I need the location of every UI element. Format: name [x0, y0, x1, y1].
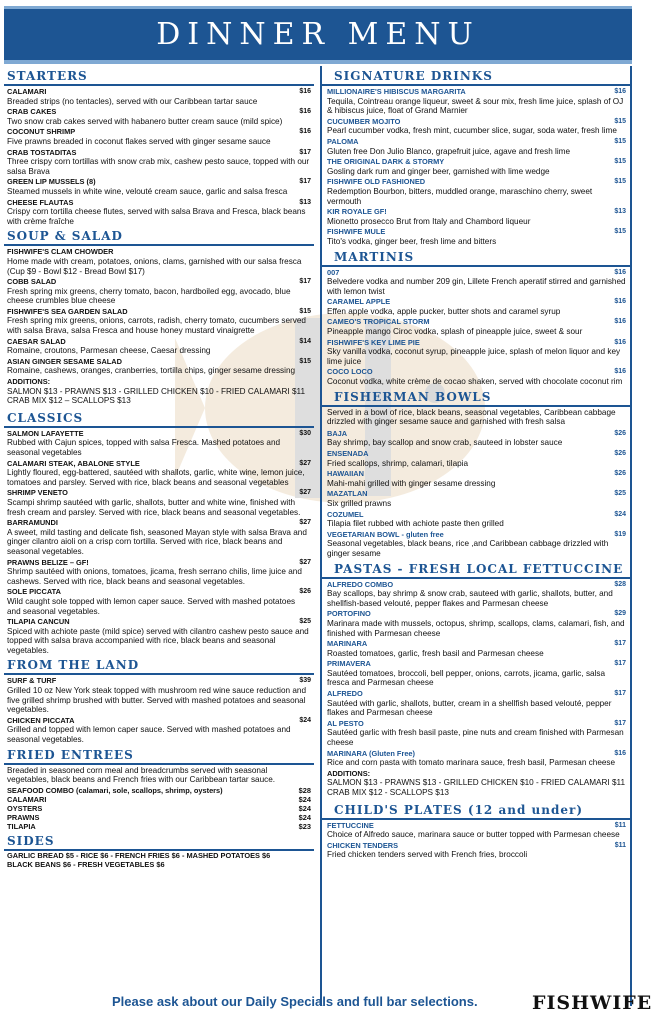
item-name — [7, 127, 311, 137]
item-price: $27 — [299, 489, 311, 497]
item-title: CAMEO'S TROPICAL STORM — [327, 317, 430, 327]
item-description: Six grilled prawns — [327, 498, 392, 508]
section-heading: CLASSICS — [4, 409, 314, 428]
item-title: CALAMARI STEAK, ABALONE STYLE — [7, 458, 140, 468]
item-price: $26 — [614, 470, 626, 478]
menu-item — [322, 86, 630, 116]
section-heading: STARTERS — [4, 67, 314, 86]
item-price: $16 — [614, 338, 626, 346]
additions-block — [322, 768, 630, 800]
menu-item — [322, 509, 630, 529]
section-heading: SOUP & SALAD — [4, 227, 314, 246]
menu-item — [4, 106, 314, 126]
item-price: $16 — [614, 88, 626, 95]
item-description: Scampi shrimp sautéed with garlic, shallots, butter and white wine, finished with fresh cream and parsley. Served with rice, black beans and seasonal vegetables. — [7, 497, 301, 517]
item-description: Pearl cucumber vodka, fresh mint, cucumber slice, sugar, soda water, fresh lime — [327, 126, 617, 136]
sides-section — [4, 832, 314, 869]
menu-item — [322, 428, 630, 448]
item-price: $16 — [614, 298, 626, 306]
item-description: Fresh spring mix greens, cherry tomato, bacon, hardboiled egg, avocado, blue cheese crumbles blue cheese — [7, 286, 291, 306]
item-description: Grilled 10 oz New York steak topped with mushroom red wine sauce reduction and five grilled shrimp brushed with butter. Served with mashed potatoes and seasonal vegetables. — [7, 686, 307, 715]
fried-intro: Breaded in seasoned corn meal and breadcrumbs served with seasonal vegetables, black beans and French fries with our Caribbean tartar sauce. — [7, 765, 276, 785]
item-name — [7, 716, 311, 726]
classics-section — [4, 409, 314, 656]
fishwife-logo: FISHWIFE — [532, 992, 652, 1014]
item-description: Wild caught sole topped with lemon caper sauce. Served with mashed potatoes and seasonal vegetables. — [7, 596, 296, 616]
price-row — [4, 795, 314, 804]
item-title: SHRIMP VENETO — [7, 488, 68, 498]
item-price: $11 — [614, 821, 626, 829]
item-price: $17 — [614, 719, 626, 727]
item-description: Roasted tomatoes, garlic, fresh basil and Parmesan cheese — [327, 648, 544, 658]
footer-note: Please ask about our Daily Specials and full bar selections. — [112, 994, 478, 1009]
left-column — [4, 66, 314, 869]
item-title: THE ORIGINAL DARK & STORMY — [327, 157, 445, 167]
menu-item — [322, 136, 630, 156]
price-row — [4, 813, 314, 822]
item-name — [327, 317, 626, 327]
item-price: $16 — [614, 749, 626, 757]
row-name: TILAPIA — [7, 821, 36, 831]
menu-list — [322, 86, 630, 247]
item-name — [7, 429, 311, 439]
section-heading: SIDES — [4, 832, 314, 851]
price-rows — [4, 786, 314, 831]
item-price: $15 — [614, 137, 626, 145]
item-title: CHICKEN PICCATA — [7, 715, 75, 725]
item-price: $16 — [299, 88, 311, 95]
item-name — [7, 177, 311, 187]
item-title: BARRAMUNDI — [7, 518, 58, 528]
from-the-land-section — [4, 656, 314, 744]
item-price: $26 — [299, 588, 311, 596]
item-name — [327, 489, 626, 499]
item-price: $27 — [299, 519, 311, 527]
item-description: Bay shrimp, bay scallop and snow crab, sauteed in lobster sauce — [327, 438, 563, 448]
item-description: Sautéed tomatoes, broccoli, bell pepper, onions, carrots, jicama, garlic, salsa fresca and Parmesan cheese — [327, 668, 606, 688]
item-name — [327, 580, 626, 590]
item-price: $17 — [614, 660, 626, 668]
item-title: COZUMEL — [327, 509, 364, 519]
section-heading: CHILD'S PLATES (12 and under) — [322, 801, 630, 820]
item-name — [7, 107, 311, 117]
item-title: PRAWNS BELIZE – GF! — [7, 557, 89, 567]
menu-item — [4, 86, 314, 106]
item-title: ALFREDO — [327, 689, 363, 699]
price-row — [4, 822, 314, 831]
item-title: ENSENADA — [327, 449, 369, 458]
menu-item — [322, 226, 630, 246]
item-name — [327, 449, 626, 459]
menu-item — [4, 586, 314, 616]
item-name — [327, 177, 626, 187]
item-title: ALFREDO COMBO — [327, 579, 394, 589]
item-title: ASIAN GINGER SESAME SALAD — [7, 356, 122, 366]
item-title: FISHWIFE MULE — [327, 227, 386, 237]
menu-item — [322, 316, 630, 336]
section-heading: PASTAS - FRESH LOCAL FETTUCCINE — [322, 560, 630, 579]
item-description: Sautéed garlic with fresh basil paste, pine nuts and cream finished with Parmesan cheese — [327, 728, 624, 748]
menu-item — [322, 748, 630, 768]
item-description: Fresh spring mix greens, onions, carrots, radish, cherry tomato, cucumbers served with salsa Brava, salsa Fresca and house honey mustard vinaigrette — [7, 316, 306, 336]
menu-item — [4, 276, 314, 306]
menu-item — [4, 675, 314, 714]
item-title: SOLE PICCATA — [7, 587, 61, 597]
menu-item — [322, 366, 630, 386]
item-name — [327, 749, 626, 759]
item-title: MILLIONAIRE'S HIBISCUS MARGARITA — [327, 87, 466, 96]
item-title: SURF & TURF — [7, 676, 57, 686]
item-description: Mionetto prosecco Brut from Italy and Chambord liqueur — [327, 216, 531, 226]
menu-list — [4, 246, 314, 376]
item-price: $28 — [614, 580, 626, 588]
item-name — [327, 117, 626, 127]
menu-item — [322, 658, 630, 688]
item-price: $29 — [614, 610, 626, 618]
item-price: $17 — [299, 178, 311, 186]
item-description: Five prawns breaded in coconut flakes served with ginger sesame sauce — [7, 136, 271, 146]
item-name — [7, 247, 311, 257]
item-title: PRIMAVERA — [327, 659, 371, 669]
menu-list — [4, 86, 314, 226]
item-description: A sweet, mild tasting and delicate fish, seasoned Mayan style with salsa Brava and ginger cilantro aioli on a crisp corn tortilla. Served with rice, black beans and seasonal vegetables. — [7, 527, 307, 556]
menu-item — [322, 448, 630, 468]
row-name: PRAWNS — [7, 812, 40, 822]
item-price: $15 — [614, 117, 626, 125]
item-title: COCONUT SHRIMP — [7, 127, 76, 137]
menu-item — [322, 608, 630, 638]
item-price: $17 — [614, 690, 626, 698]
item-name — [327, 297, 626, 307]
menu-item — [4, 336, 314, 356]
soup-salad-section — [4, 227, 314, 408]
item-name — [7, 198, 311, 208]
item-description: Spiced with achiote paste (mild spice) served with cilantro cashew pesto sauce and topped with salsa brava accompanied with rice, black beans and seasonal vegetables. — [7, 626, 309, 655]
row-price: $24 — [298, 812, 311, 822]
item-description: Seasonal vegetables, black beans, rice ,and Caribbean cabbage drizzled with ginger sesame — [327, 539, 609, 558]
item-price: $16 — [614, 268, 626, 276]
menu-item — [4, 616, 314, 655]
menu-item — [4, 126, 314, 146]
item-price: $15 — [299, 307, 311, 315]
item-description: Choice of Alfredo sauce, marinara sauce or butter topped with Parmesan cheese — [327, 830, 620, 840]
item-title: MARINARA (Gluten Free) — [327, 748, 416, 758]
item-name — [327, 639, 626, 649]
item-name — [327, 367, 626, 377]
item-title: FISHWIFE OLD FASHIONED — [327, 177, 426, 187]
item-title: CHICKEN TENDERS — [327, 840, 399, 850]
item-title: MAZATLAN — [327, 489, 368, 499]
item-description: Effen apple vodka, apple pucker, butter shots and caramel syrup — [327, 306, 561, 316]
item-price: $19 — [614, 530, 626, 538]
menu-item — [4, 246, 314, 276]
item-title: FISHWIFE'S KEY LIME PIE — [327, 337, 420, 347]
item-name — [327, 609, 626, 619]
item-price: $14 — [299, 337, 311, 345]
item-price: $13 — [299, 198, 311, 206]
item-title: CALAMARI — [7, 87, 47, 96]
item-name — [327, 821, 626, 831]
item-description: Romaine, cashews, oranges, cranberries, tortilla chips, ginger sesame dressing — [7, 366, 296, 376]
row-price: $24 — [298, 794, 311, 804]
item-description: Tito's vodka, ginger beer, fresh lime and bitters — [327, 236, 497, 246]
item-description: Gosling dark rum and ginger beer, garnished with lime wedge — [327, 166, 550, 176]
item-title: FISHWIFE'S CLAM CHOWDER — [7, 247, 114, 257]
item-name — [327, 338, 626, 348]
item-name — [7, 617, 311, 627]
item-name — [7, 488, 311, 498]
menu-list — [322, 820, 630, 860]
item-price: $15 — [299, 357, 311, 365]
menu-item — [4, 197, 314, 227]
item-title: PORTOFINO — [327, 609, 371, 619]
pastas-section — [322, 560, 630, 800]
item-title: BAJA — [327, 428, 348, 438]
menu-item — [4, 147, 314, 177]
item-price: $16 — [614, 318, 626, 326]
menu-banner — [4, 6, 632, 64]
item-description: Fried chicken tenders served with French fries, broccoli — [327, 850, 528, 860]
item-description: Tequila, Cointreau orange liqueur, sweet & sour mix, fresh lime juice, splash of OJ & hibiscus juice, float of Grand Marnier — [327, 96, 624, 116]
item-price: $16 — [299, 128, 311, 136]
item-description: Tilapia filet rubbed with achiote paste then grilled — [327, 519, 504, 529]
item-price: $17 — [614, 640, 626, 648]
item-name — [7, 357, 311, 367]
item-name — [7, 307, 311, 317]
item-description: Home made with cream, potatoes, onions, clams, garnished with our salsa fresca (Cup $9 - Bowl $12 - Bread Bowl $17) — [7, 256, 302, 276]
item-title: CRAB CAKES — [7, 107, 57, 117]
item-name — [327, 659, 626, 669]
menu-item — [322, 488, 630, 508]
menu-item — [4, 176, 314, 196]
item-title: CAESAR SALAD — [7, 336, 66, 346]
menu-item — [322, 176, 630, 206]
section-heading: MARTINIS — [322, 248, 630, 267]
item-title: TILAPIA CANCUN — [7, 617, 70, 627]
item-name — [327, 719, 626, 729]
price-row — [4, 804, 314, 813]
section-heading: FROM THE LAND — [4, 656, 314, 675]
item-name — [7, 459, 311, 469]
item-description: Coconut vodka, white crème de cocao shaken, served with chocolate coconut rim — [327, 377, 623, 387]
sides-line: GARLIC BREAD $5 - RICE $6 - FRENCH FRIES $6 - MASHED POTATOES $6 — [7, 850, 271, 860]
signature-drinks-section — [322, 67, 630, 247]
menu-title: DINNER MENU — [156, 17, 480, 52]
item-description: Fried scallops, shrimp, calamari, tilapia — [327, 458, 469, 468]
menu-item — [322, 296, 630, 316]
menu-item — [322, 579, 630, 609]
item-description: Crispy corn tortilla cheese flutes, served with salsa Brava and Fresca, black beans with crème fraîche — [7, 207, 306, 226]
item-name — [7, 587, 311, 597]
item-description: Marinara made with mussels, octopus, shrimp, scallops, clams, calamari, fish, and finished with Parmesan cheese — [327, 618, 625, 638]
menu-list — [4, 428, 314, 656]
item-title: KIR ROYALE GF! — [327, 207, 387, 217]
item-description: Lightly floured, egg-battered, sautéed with shallots, garlic, white wine, lemon juice, tomatoes and parsley. Served with rice, black beans and seasonal vegetables — [7, 468, 305, 487]
item-price: $25 — [614, 490, 626, 498]
menu-item — [322, 468, 630, 488]
menu-item — [322, 529, 630, 559]
section-heading: SIGNATURE DRINKS — [322, 67, 630, 86]
item-name — [7, 337, 311, 347]
item-title: SALMON LAFAYETTE — [7, 428, 84, 438]
menu-list — [322, 428, 630, 559]
item-title: COBB SALAD — [7, 277, 57, 287]
menu-list — [4, 675, 314, 744]
sides-line: BLACK BEANS $6 - FRESH VEGETABLES $6 — [7, 859, 165, 869]
item-title: PALOMA — [327, 136, 359, 146]
item-name — [327, 137, 626, 147]
item-name — [327, 469, 626, 479]
item-description: Steamed mussels in white wine, velouté cream sauce, garlic and salsa fresca — [7, 186, 288, 196]
item-price: $27 — [299, 459, 311, 467]
row-price: $23 — [298, 821, 311, 831]
menu-item — [322, 688, 630, 718]
additions-text: SALMON $13 - PRAWNS $13 - GRILLED CHICKEN $10 - FRIED CALAMARI $11 CRAB MIX $12 – SCALLOPS $13 — [7, 386, 306, 406]
starters-section — [4, 67, 314, 226]
additions-heading: ADDITIONS: — [327, 768, 371, 778]
item-description: Mahi-mahi grilled with ginger sesame dressing — [327, 478, 496, 488]
menu-item — [4, 458, 314, 488]
item-title: HAWAIIAN — [327, 469, 364, 479]
menu-item — [322, 206, 630, 226]
item-name — [327, 510, 626, 520]
menu-item — [322, 116, 630, 136]
item-description: Bay scallops, bay shrimp & snow crab, sauteed with garlic, shallots, butter, and shellfish-based velouté, pepper flakes and Parmesan cheese — [327, 589, 613, 608]
item-name — [7, 518, 311, 528]
menu-item — [322, 820, 630, 840]
row-price: $28 — [298, 785, 311, 795]
price-row — [4, 786, 314, 795]
item-price: $25 — [299, 618, 311, 626]
item-name — [7, 676, 311, 686]
item-price: $39 — [299, 677, 311, 685]
menu-list — [322, 267, 630, 387]
item-description: Romaine, croutons, Parmesan cheese, Caesar dressing — [7, 346, 211, 356]
item-description: Sautéed with garlic, shallots, butter, cream in a shellfish based velouté, pepper flakes and Parmesan cheese — [327, 698, 612, 718]
item-price: $26 — [614, 429, 626, 437]
martinis-section — [322, 248, 630, 387]
menu-item — [4, 428, 314, 458]
menu-item — [4, 517, 314, 556]
menu-item — [322, 156, 630, 176]
item-title: VEGETARIAN BOWL - gluten free — [327, 529, 444, 539]
item-name — [7, 148, 311, 158]
menu-item — [322, 337, 630, 367]
item-price: $24 — [299, 716, 311, 724]
additions-block — [4, 376, 314, 408]
item-price: $17 — [299, 278, 311, 286]
item-name — [327, 530, 626, 540]
item-description: Gluten free Don Julio Blanco, grapefruit juice, agave and fresh lime — [327, 146, 571, 156]
item-price: $11 — [614, 841, 626, 849]
item-title: COCO LOCO — [327, 367, 373, 377]
item-name — [327, 207, 626, 217]
item-description: Three crispy corn tortillas with snow crab mix, cashew pesto sauce, topped with our salsa Brava — [7, 157, 310, 176]
item-name — [7, 277, 311, 287]
item-name — [7, 87, 311, 97]
section-heading: FRIED ENTREES — [4, 746, 314, 765]
item-title: AL PESTO — [327, 718, 364, 728]
item-title: MARINARA — [327, 639, 368, 649]
item-name — [327, 157, 626, 167]
item-price: $15 — [614, 178, 626, 186]
item-title: 007 — [327, 267, 340, 277]
item-description: Two snow crab cakes served with habanero butter cream sauce (mild spice) — [7, 116, 283, 126]
item-price: $24 — [614, 510, 626, 518]
section-heading: FISHERMAN BOWLS — [322, 388, 630, 407]
menu-item — [4, 715, 314, 745]
item-title: CHEESE FLAUTAS — [7, 197, 74, 207]
item-name — [7, 558, 311, 568]
item-description: Belvedere vodka and number 209 gin, Lillete French aperatif stirred and garnished with lemon twist — [327, 277, 626, 296]
item-title: CRAB TOSTADITAS — [7, 147, 77, 157]
item-name — [327, 268, 626, 278]
item-description: Breaded strips (no tentacles), served with our Caribbean tartar sauce — [7, 96, 258, 106]
item-price: $17 — [299, 148, 311, 156]
item-name — [327, 227, 626, 237]
item-price: $30 — [299, 429, 311, 437]
item-title: GREEN LIP MUSSELS (8) — [7, 177, 96, 187]
fried-entrees-section — [4, 746, 314, 831]
item-description: Sky vanilla vodka, coconut syrup, pineapple juice, splash of melon liquor and key lime juice — [327, 347, 621, 366]
item-description: Pineapple mango Ciroc vodka, splash of pineapple juice, sweet & sour — [327, 327, 583, 337]
item-description: Redemption Bourbon, bitters, muddled orange, maraschino cherry, sweet vermouth — [327, 186, 593, 206]
item-price: $16 — [299, 108, 311, 116]
item-title: CUCUMBER MOJITO — [327, 116, 401, 126]
right-column — [320, 66, 632, 1006]
additions-text: SALMON $13 - PRAWNS $13 - GRILLED CHICKEN $10 - FRIED CALAMARI $11 CRAB MIX $12 - SCALLOPS $13 — [327, 778, 626, 797]
item-price: $15 — [614, 158, 626, 166]
menu-item — [322, 267, 630, 297]
item-title: FETTUCCINE — [327, 820, 374, 830]
item-price: $26 — [614, 450, 626, 457]
item-name — [327, 429, 626, 439]
bowls-intro: Served in a bowl of rice, black beans, seasonal vegetables, Caribbean cabbage drizzled with ginger sesame sauce and garnished with fresh salsa — [327, 407, 616, 427]
childs-plates-section — [322, 801, 630, 860]
row-price: $24 — [298, 803, 311, 813]
item-title: CARAMEL APPLE — [327, 297, 391, 307]
item-title: FISHWIFE'S SEA GARDEN SALAD — [7, 306, 128, 316]
row-name: SEAFOOD COMBO (calamari, sole, scallops, shrimp, oysters) — [7, 785, 223, 795]
menu-item — [4, 356, 314, 376]
row-name: CALAMARI — [7, 794, 47, 804]
menu-item — [4, 487, 314, 517]
menu-item — [322, 638, 630, 658]
menu-list — [322, 579, 630, 768]
item-price: $16 — [614, 368, 626, 376]
item-price: $15 — [614, 228, 626, 236]
item-name — [327, 841, 626, 851]
item-price: $27 — [299, 558, 311, 566]
menu-item — [4, 557, 314, 587]
fisherman-bowls-section — [322, 388, 630, 559]
menu-item — [322, 718, 630, 748]
item-description: Grilled and topped with lemon caper sauce. Served with mashed potatoes and seasonal vegetables. — [7, 725, 291, 745]
item-name — [327, 689, 626, 699]
item-description: Rice and corn pasta with tomato marinara sauce, fresh basil, Parmesan cheese — [327, 758, 616, 768]
additions-heading: ADDITIONS: — [7, 377, 51, 387]
row-name: OYSTERS — [7, 803, 43, 813]
footer — [0, 990, 652, 1020]
item-description: Rubbed with Cajun spices, topped with salsa Fresca. Mashed potatoes and seasonal vegetables — [7, 438, 281, 457]
item-name — [327, 87, 626, 97]
item-description: Shrimp sautéed with onions, tomatoes, jicama, fresh serrano chilis, lime juice and cashews. Served with rice, black beans and seasonal vegetables. — [7, 567, 302, 586]
menu-item — [322, 840, 630, 860]
item-price: $13 — [614, 208, 626, 216]
menu-item — [4, 306, 314, 336]
